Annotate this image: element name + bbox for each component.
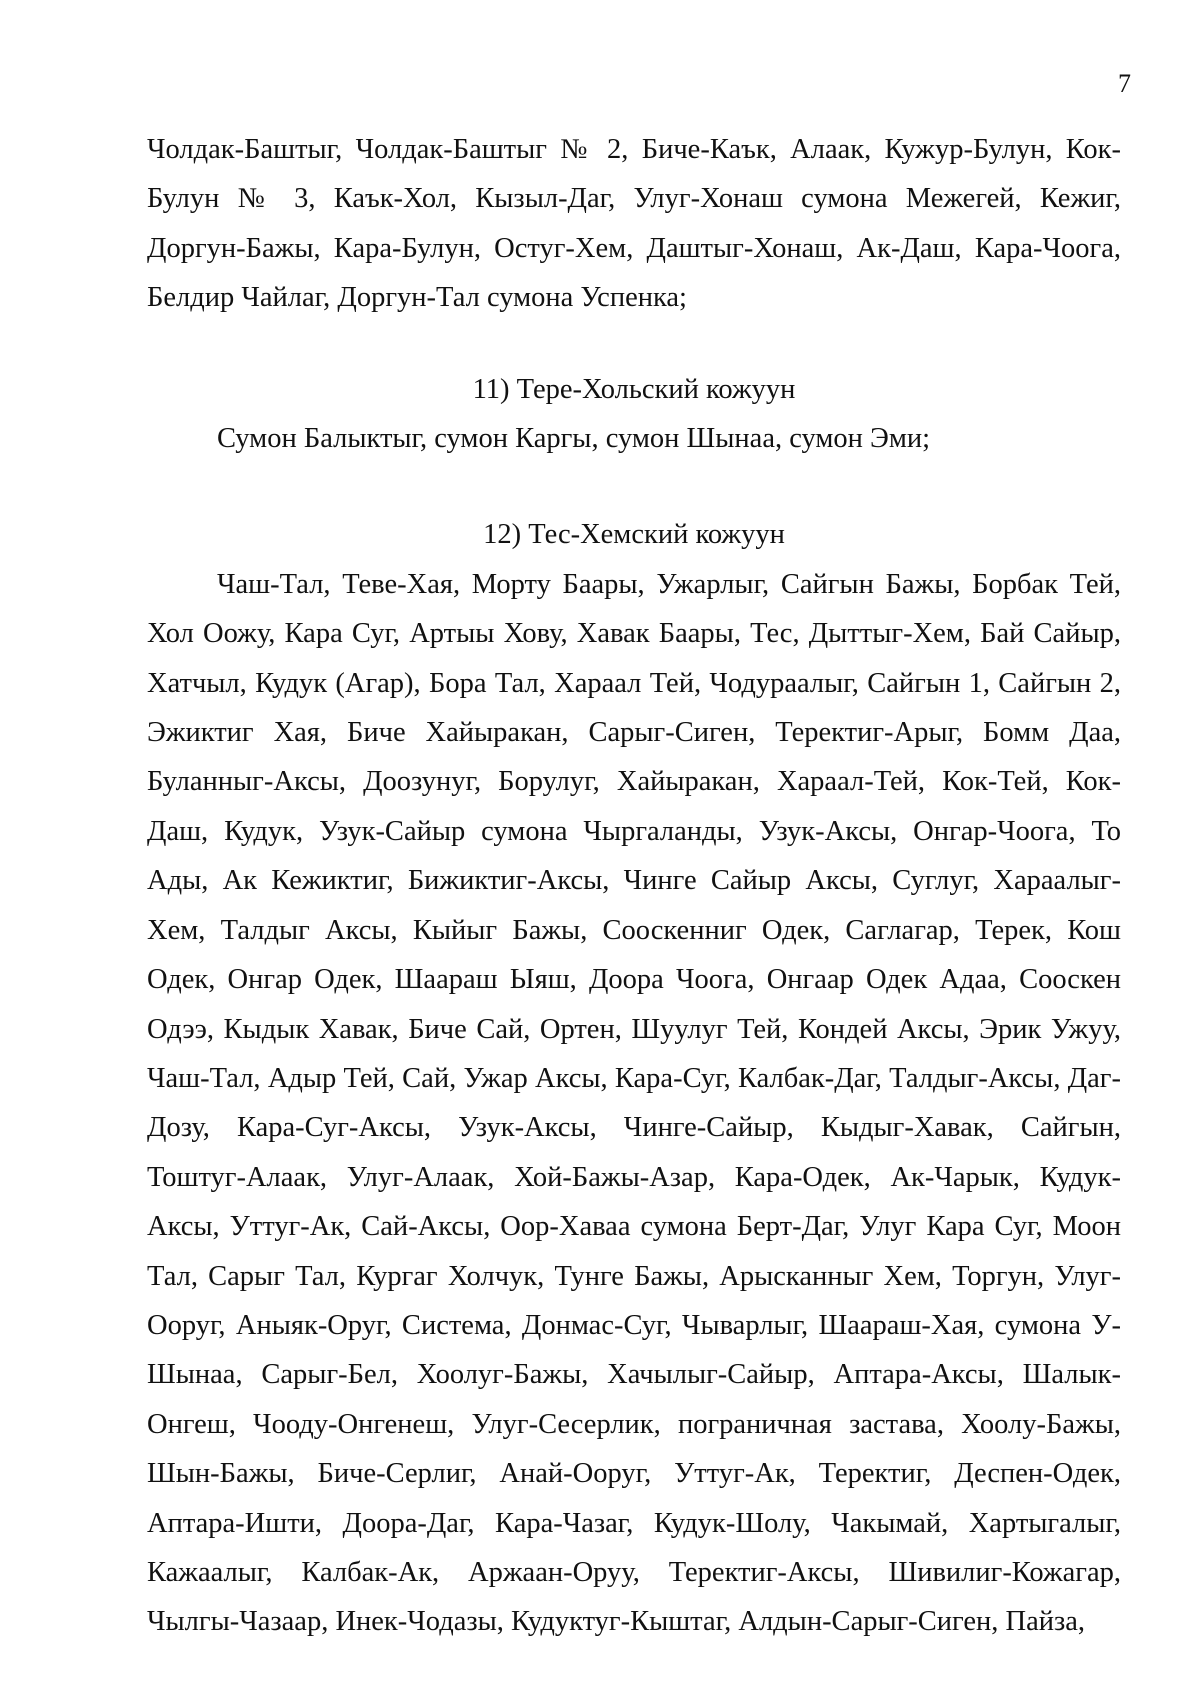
continuation-paragraph: Чолдак-Баштыг, Чолдак-Баштыг № 2, Биче-Каък, Алаак, Кужур-Булун, Кок-Булун № 3, Каък-Хол, Кызыл-Даг, Улуг-Хонаш сумона Межегей, Кежиг, Доргун-Бажы, Кара-Булун, Остуг-Хем, Даштыг-Хонаш, Ак-Даш, Кара-Чоога, Белдир Чайлаг, Доргун-Тал сумона Успенка; bbox=[147, 134, 1121, 314]
section-spacer bbox=[147, 323, 1121, 365]
section-11-text: Сумон Балыктыг, сумон Каргы, сумон Шынаа, сумон Эми; bbox=[217, 423, 931, 455]
document-body bbox=[147, 125, 1121, 1647]
page-number: 7 bbox=[1118, 69, 1131, 98]
section-spacer bbox=[147, 463, 1121, 510]
section-12-heading: 12) Тес-Хемский кожуун bbox=[483, 519, 785, 551]
section-11-heading: 11) Тере-Хольский кожуун bbox=[472, 373, 796, 405]
section-12-text: Чаш-Тал, Теве-Хая, Морту Баары, Ужарлыг, Сайгын Бажы, Борбак Тей, Хол Оожу, Кара Суг, Артыы Хову, Хавак Баары, Тес, Дыттыг-Хем, Бай Сайыр, Хатчыл, Кудук (Агар), Бора Тал, Хараал Тей, Чодураалыг, Сайгын 1, Сайгын 2, Эжиктиг Хая, Биче Хайыракан, Сарыг-Сиген, Теректиг-Арыг, Бомм Даа, Буланныг-Аксы, Доозунуг, Борулуг, Хайыракан, Хараал-Тей, Кок-Тей, Кок-Даш, Кудук, Узук-Сайыр сумона Чыргаланды, Узук-Аксы, Онгар-Чоога, То Ады, Ак Кежиктиг, Бижиктиг-Аксы, Чинге Сайыр Аксы, Суглуг, Хараалыг-Хем, Талдыг Аксы, Кыйыг Бажы, Сооскенниг Одек, Саглагар, Терек, Кош Одек, Онгар Одек, Шаараш Ыяш, Доора Чоога, Онгаар Одек Адаа, Сооскен Одээ, Кыдык Хавак, Биче Сай, Ортен, Шуулуг Тей, Кондей Аксы, Эрик Ужуу, Чаш-Тал, Адыр Тей, Сай, Ужар Аксы, Кара-Суг, Калбак-Даг, Талдыг-Аксы, Даг-Дозу, Кара-Суг-Аксы, Узук-Аксы, Чинге-Сайыр, Кыдыг-Хавак, Сайгын, Тоштуг-Алаак, Улуг-Алаак, Хой-Бажы-Азар, Кара-Одек, Ак-Чарык, Кудук-Аксы, Уттуг-Ак, Сай-Аксы, Оор-Хаваа сумона Берт-Даг, Улуг Кара Суг, Моон Тал, Сарыг Тал, Кургаг Холчук, Тунге Бажы, Арысканныг Хем, Торгун, Улуг-Ооруг, Аныяк-Оруг, Система, Донмас-Суг, Чыварлыг, Шаараш-Хая, сумона У-Шынаа, Сарыг-Бел, Хоолуг-Бажы, Хачылыг-Сайыр, Аптара-Аксы, Шалык-Онгеш, Чооду-Онгенеш, Улуг-Сесерлик, пограничная застава, Хоолу-Бажы, Шын-Бажы, Биче-Серлиг, Анай-Ооруг, Уттуг-Ак, Теректиг, Деспен-Одек, Аптара-Ишти, Доора-Даг, Кара-Чазаг, Кудук-Шолу, Чакымай, Хартыгалыг, Кажаалыг, Калбак-Ак, Аржаан-Оруу, Теректиг-Аксы, Шивилиг-Кожагар, Чылгы-Чазаар, Инек-Чодазы, Кудуктуг-Кыштаг, Алдын-Сарыг-Сиген, Пайза, bbox=[147, 568, 1121, 1638]
